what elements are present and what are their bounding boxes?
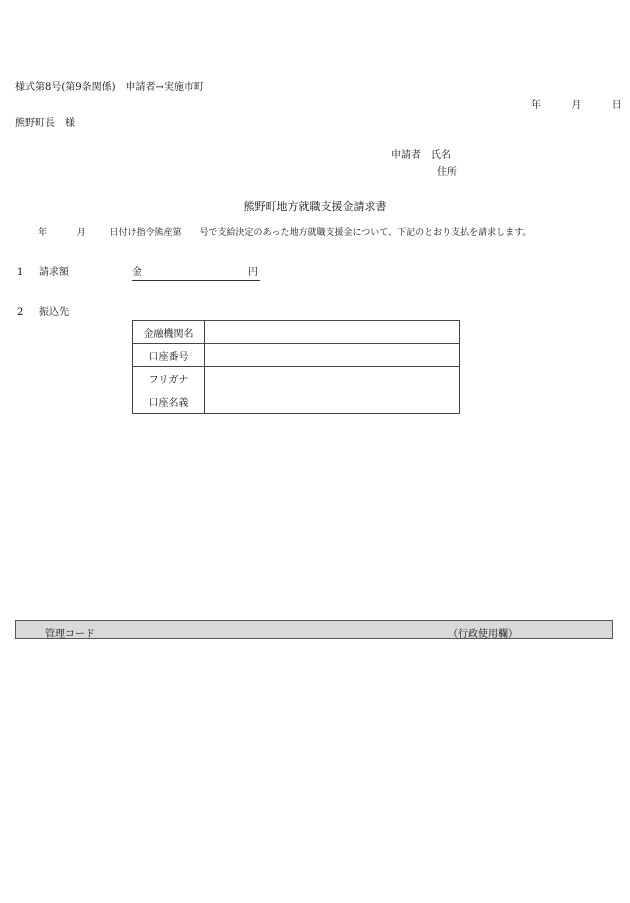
addressee: 熊野町長 様 [15, 118, 75, 129]
transfer-destination-label: 振込先 [39, 307, 69, 318]
account-number-label: 口座番号 [133, 344, 205, 367]
date-year: 年 [531, 100, 541, 111]
bank-name-label: 金融機関名 [133, 321, 205, 344]
table-row [133, 321, 460, 344]
management-code-label: 管理コード [45, 629, 95, 640]
admin-use-bar [15, 620, 613, 639]
account-holder-label: 口座名義 [148, 398, 189, 409]
statement-month: 月 [76, 228, 86, 238]
account-holder-field[interactable] [205, 367, 460, 414]
request-statement [38, 229, 531, 238]
table-row [133, 344, 460, 367]
date-month: 月 [571, 100, 582, 111]
item1-number: 1 [17, 267, 24, 278]
form-number: 様式第8号(第9条関係) 申請者→実施市町 [15, 82, 204, 93]
amount-suffix: 円 [248, 267, 258, 278]
amount-field[interactable] [132, 268, 260, 281]
account-number-field[interactable] [205, 344, 460, 367]
bank-account-table [132, 320, 460, 414]
bank-name-field[interactable] [205, 321, 460, 344]
date-day: 日 [611, 100, 622, 111]
applicant-address-label: 住所 [437, 167, 457, 178]
statement-year: 年 [38, 228, 48, 238]
table-row [133, 367, 460, 414]
requested-amount-label: 請求額 [39, 267, 69, 278]
item2-number: 2 [17, 307, 24, 318]
admin-use-note: （行政使用欄） [448, 629, 518, 640]
amount-prefix: 金 [132, 267, 142, 278]
furigana-label: フリガナ [148, 375, 189, 386]
statement-text: 日付け指令熊産第 号で支給決定のあった地方就職支援金について、下記のとおり支払を請求します。 [109, 228, 532, 238]
applicant-name-label: 申請者 氏名 [391, 150, 451, 161]
date-line [531, 101, 622, 111]
document-title: 熊野町地方就職支援金請求書 [243, 200, 387, 213]
